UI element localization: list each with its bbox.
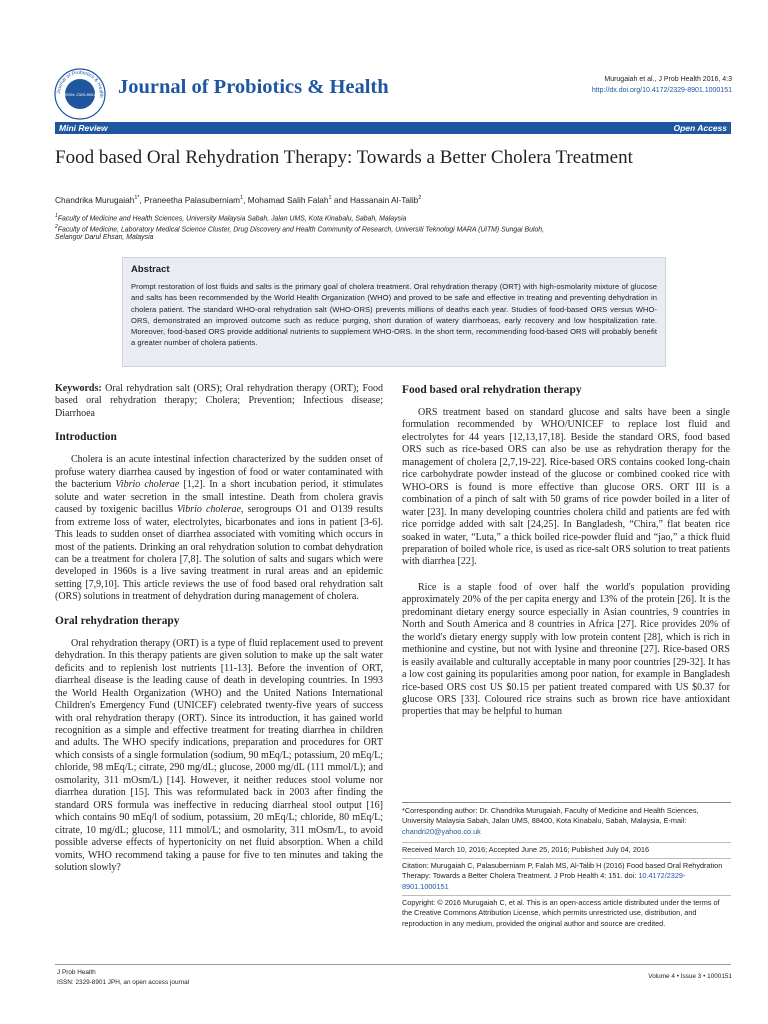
footer-journal-info bbox=[57, 968, 189, 987]
affiliation-text: Faculty of Medicine, Laboratory Medical Science Cluster, Drug Discovery and Health Community of Research, Universiti Teknologi MARA (UiTM) Sungai Buloh, bbox=[57, 226, 545, 234]
abstract-heading: Abstract bbox=[131, 264, 170, 275]
abstract-text: Prompt restoration of lost fluids and salts is the primary goal of cholera treatment. Oral rehydration therapy (ORT) with high-osmolarity mixture of glucose and salts has been recommended by the World Health Organization (WHO) and proved to be safe and effective in treating and preventing dehydration in cholera patient. The standard WHO-oral rehydration salt (WHO-ORS) prevents millions of deaths each year. Studies of food-based ORS versus WHO-ORS, demonstrated an improved outcome such as reduce purging, short duration of watery diarrhoeas, early recovery and low hospitalization rate. Moreover, food-based ORS provide additional nutrients to supplement WHO-ORS. In the short term, recommending food-based ORS will probably benefit a greater number of cholera patients. bbox=[131, 282, 657, 348]
affiliation-mark: 1 bbox=[55, 213, 58, 219]
introduction-paragraph: Cholera is an acute intestinal infection characterized by the sudden onset of profuse watery diarrhea caused by ingestion of food or water contaminated with the bacterium Vibrio cholerae [1,2]. In a short incubation period, it stimulates solute and water secretion in the small intestine. Death from cholera gravis caused by toxigenic bacillus Vibrio cholerae, serogroups O1 and O139 results from extreme loss of water, electrolytes, bicarbonates and ions in patient [3-6]. This leads to sudden onset of diarrhea associated with vomiting which occurs in most of the patients. Drinking an oral rehydration solution to combat dehydration can be a treatment for cholera [7,8]. The solution of salts and sugars which were developed in 1960s is a live saving treatment in rural areas and an epidemic setting [7,9,10]. This article reviews the use of food based oral rehydration salt (ORS) solutions in treatment of dehydration during management of cholera. bbox=[55, 454, 384, 603]
divider bbox=[402, 858, 731, 859]
corresponding-author: *Corresponding author: Dr. Chandrika Murugaiah, Faculty of Medicine and Health Sciences, University Malaysia Sabah, Jalan UMS, 88400, Kota Kinabalu, Sabah, Malaysia, E-mail: chandri20@yahoo.co.uk bbox=[402, 806, 699, 836]
article-type-label: Mini Review bbox=[59, 123, 108, 133]
affiliation-mark: 2 bbox=[55, 224, 58, 230]
article-type-bar bbox=[55, 122, 731, 134]
food-ort-paragraph-2: Rice is a staple food of over half the world's population providing approximately 20% of the per capita energy and 13% of the protein [26]. It is the predominant dietary energy source especially in Asian countries, 9 countries in North and South America and 8 countries in Africa [27]. Rice provides 20% of the world's dietary energy supply with low protein content [28], which is rich in methionine and cystine, but not with lysine and threonine [27]. Rice-based ORS is easily available and culturally acceptable in many poor countries [29-32]. It has a low cost gaining its popularities among poor nation, for example in Bangladesh rice-based ORS cost US $0.15 per patient treated compared with US $0.37 for glucose ORS [33]. Coloured rice strains such as brown rice have antioxidant properties that may be helpful to human bbox=[402, 581, 730, 718]
affiliation-2-cont bbox=[55, 233, 731, 243]
logo-ring-text: Journal of Probiotics & Health bbox=[55, 69, 105, 98]
footer-volume-issue: Volume 4 • Issue 3 • 1000151 bbox=[648, 973, 732, 980]
author-affiliation-mark: 2 bbox=[418, 195, 422, 202]
section-heading-ort: Oral rehydration therapy bbox=[55, 614, 180, 627]
received-dates: Received March 10, 2016; Accepted June 25, 2016; Published July 04, 2016 bbox=[402, 845, 650, 854]
keywords-label: Keywords: bbox=[55, 383, 102, 394]
footer-issn: ISSN: 2329-8901 JPH, an open access journal bbox=[57, 978, 190, 986]
footer-divider bbox=[55, 964, 731, 965]
footer-journal-name: J Prob Health bbox=[57, 969, 96, 976]
right-column bbox=[402, 383, 730, 719]
food-ort-paragraph-1: ORS treatment based on standard glucose and salts have been a single formulation recommended by WHO/UNICEF to replace lost fluid and electrolytes for 44 years [12,13,17,18]. Beside the standard ORS, food based ORS such as rice-based ORS can also be use as rehydration therapy for the management of cholera [2,7,19-22]. Rice-based ORS contains cooked long-chain rice carbohydrate powder instead of the glucose or combined cooked rice with WHO-ORS is found is more effective than glucose ORS. ORT III is a combination of a pinch of salt with 50 grams of rice powder boiled in a liter of water [23]. In many developing countries cholera child and patients are fed with rice porridge added with salt [24,25]. In Bangladesh, “Chira,” flat beaten rice soaked in water, “Luta,” a thick boiled rice-powder fluid and “jao,” a thick fluid preparation of boiled whole rice, is used as rice-salt ORS solution to treat patients with diarrhea [22]. bbox=[402, 407, 730, 568]
journal-logo bbox=[54, 68, 106, 120]
author-name: Mohamad Salih Falah bbox=[247, 195, 329, 205]
open-access-label: Open Access bbox=[673, 123, 727, 133]
author-email-link[interactable]: chandri20@yahoo.co.uk bbox=[402, 826, 481, 836]
left-column bbox=[55, 383, 383, 874]
keywords bbox=[55, 383, 383, 420]
citation-line: Murugaiah et al., J Prob Health 2016, 4:3 bbox=[604, 76, 732, 83]
copyright-notice: Copyright: © 2016 Murugaiah C, et al. This is an open-access article distributed under the terms of the Creative Commons Attribution License, which permits unrestricted use, distribution, and reproduction in any medium, provided the original author and source are credited. bbox=[402, 898, 720, 928]
keywords-text: Oral rehydration salt (ORS); Oral rehydration therapy (ORT); Food based oral rehydration therapy; Cholera; Prevention; Infectious disease; Diarrhoea bbox=[55, 383, 384, 419]
author-list bbox=[55, 195, 731, 205]
author-affiliation-mark: 1 bbox=[240, 195, 244, 202]
correspondence-divider bbox=[402, 802, 731, 803]
author-name: Praneetha Palasuberniam bbox=[144, 195, 241, 205]
author-affiliation-mark: 1 bbox=[328, 195, 332, 202]
author-affiliation-mark: 1* bbox=[134, 195, 140, 202]
section-heading-introduction: Introduction bbox=[55, 431, 117, 444]
author-name: Chandrika Murugaiah bbox=[55, 195, 135, 205]
author-name: Hassanain Al-Talib bbox=[350, 195, 419, 205]
author-separator: and bbox=[331, 195, 351, 205]
journal-title: Journal of Probiotics & Health bbox=[118, 76, 389, 98]
citation: Citation: Murugaiah C, Palasuberniam P, Falah MS, Al-Talib H (2016) Food based Oral Rehydration Therapy: Towards a Better Cholera Treatment. J Prob Health 4: 151. doi: 10.4172/2329-8901.1000151 bbox=[402, 861, 723, 891]
affiliation-text: Faculty of Medicine and Health Sciences, University Malaysia Sabah, Jalan UMS, Kota Kinabalu, Sabah, Malaysia bbox=[57, 215, 407, 223]
divider bbox=[402, 842, 731, 843]
running-head bbox=[520, 74, 732, 96]
article-title: Food based Oral Rehydration Therapy: Towards a Better Cholera Treatment bbox=[55, 147, 633, 168]
divider bbox=[402, 895, 731, 896]
doi-link[interactable]: http://dx.doi.org/10.4172/2329-8901.1000151 bbox=[591, 87, 732, 94]
section-heading-food-ort: Food based oral rehydration therapy bbox=[402, 384, 582, 396]
logo-issn: ISSN: 2329-8901 bbox=[64, 92, 96, 97]
citation-doi-link[interactable]: 10.4172/2329-8901.1000151 bbox=[402, 871, 686, 891]
author-separator: , bbox=[139, 195, 145, 205]
ort-paragraph: Oral rehydration therapy (ORT) is a type of fluid replacement used to prevent dehydration. In this therapy patients are given solution to make up the salt water deficits and to replenish lost nutrients [11-13]. Before the invention of ORT, diarrheal disease is the leading cause of death in developing countries. In 1993 the World Health Organization (WHO) and the United Nations International Children's Emergency Fund (UNICEF) celebrated twenty-five years of success with oral rehydration therapy (ORT). Since its introduction, it has gained world recognition as a simple and effective treatment for treating diarrhea in children and adults. The WHO specify indications, preparation and procedures for ORT which consists of a single formulation (sodium, 90 mEq/L; potassium, 20 mEq/L; chloride, 98 mEq/L; citrate, 290 mg/dL; glucose, 2000 mg/dL (111 mmol/L); and osmolarity, 311 mOsm/L) [14]. However, it neither reduces stool volume nor diarrhea duration [15]. This was reformulated back in 2003 after finding the standard ORS formula was ineffective in reducing diarrheal stool output [16] which contains 90 mEq/l of sodium, potassium, 20 mEq/L; chloride, 80 mEq/L; citrate, 10 mg/dL; glucose, 111 mmol/L; and osmolarity, 311 mOsm/L, to avoid possible adverse effects of hypertonicity on net fluid absorption. When a child vomits, WHO recommend taking a pause for five to ten minutes and taking the solution slowly? bbox=[55, 637, 383, 873]
author-separator: , bbox=[243, 195, 248, 205]
affiliation-text: Selangor Darul Ehsan, Malaysia bbox=[55, 234, 154, 241]
